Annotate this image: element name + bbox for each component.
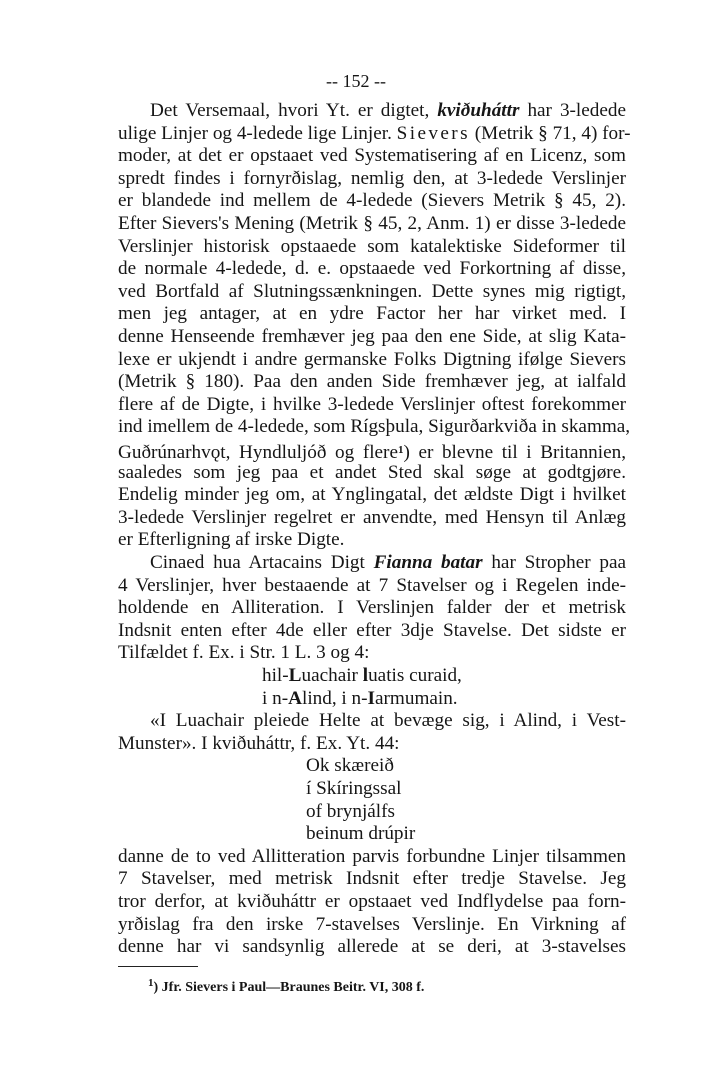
text-line: tror derfor, at kviðuháttr er opstaaet ved Indflydelse paa forn- [118,891,626,912]
text-line: 3-ledede Verslinjer regelret er anvendte, med Hensyn til Anlæg [118,506,626,528]
text-line: 7 Stavelser, med metrisk Indsnit efter tredje Stavelse. Jeg [118,868,626,890]
text-line: «I Luachair pleiede Helte at bevæge sig, i Alind, i Vest- [150,710,626,732]
verse-line: of brynjálfs [306,800,395,822]
text-line: lexe er ukjendt i andre germanske Folks Digtning ifølge Sievers [118,348,626,370]
verse-line: í Skíringssal [306,778,402,799]
text-line: men jeg antager, at en ydre Factor her har virket med. I [118,303,626,325]
text-line: flere af de Digte, i hvilke 3-ledede Verslinjer oftest forekommer [118,393,626,415]
text-line: 4 Verslinjer, hver bestaaende at 7 Stavelser og i Regelen inde- [118,574,626,596]
text-line: moder, at det er opstaaet ved Systematisering af en Licenz, som [118,145,626,167]
text-line: er blandede ind mellem de 4-ledede (Sievers Metrik § 45, 2). [118,190,626,212]
verse-line: Ok skæreið [306,755,394,777]
text-line: ved Bortfald af Slutningssænkningen. Dette synes mig rigtigt, [118,280,626,302]
text-line: ulige Linjer og 4-ledede lige Linjer. Sievers (Metrik § 71, 4) for- [118,122,631,144]
footnote-divider [118,966,198,967]
text-line: Efter Sievers's Mening (Metrik § 45, 2, Anm. 1) er disse 3-ledede [118,213,626,234]
text-line: ind imellem de 4-ledede, som Rígsþula, Sigurðarkviða in skamma, [118,416,631,438]
text-line: denne Henseende fremhæver jeg paa den ene Side, at slig Kata- [118,326,626,347]
text-line: de normale 4-ledede, d. e. opstaaede ved Forkortning af disse, [118,258,626,280]
text-line: Verslinjer historisk opstaaede som katalektiske Sideformer til [118,235,626,257]
text-line: Det Versemaal, hvori Yt. er digtet, kviðuháttr har 3-ledede [150,100,626,121]
text-line: Cinaed hua Artacains Digt Fianna batar har Stropher paa [150,552,627,573]
verse-line: i n-Alind, i n-Iarmumain. [262,687,458,709]
text-line: (Metrik § 180). Paa den anden Side fremhæver jeg, at ialfald [118,371,626,393]
text-line: holdende en Alliteration. I Verslinjen falder der et metrisk [118,597,626,619]
text-line: Tilfældet f. Ex. i Str. 1 L. 3 og 4: [118,642,370,664]
footnote: $^1$) Jfr. Sievers i Paul—Braunes Beitr. VI, 308 f. [148,977,425,996]
text-line: Indsnit enten efter 4de eller efter 3dje Stavelse. Det sidste er [118,619,626,641]
text-line: spredt findes i fornyrðislag, nemlig den, at 3-ledede Verslinjer [118,167,626,189]
footnote-reference[interactable]: 1 [397,444,404,456]
text-line: er Efterligning af irske Digte. [118,529,345,551]
text-line: saaledes som jeg paa et andet Sted skal søge at godtgjøre. [118,461,626,483]
text-line: Guðrúnarhvǫt, Hyndluljóð og flere$^1$) er blevne til i Britannien, [118,442,626,463]
text-line: danne de to ved Allitteration parvis forbundne Linjer tilsammen [118,845,626,867]
page-number: -- 152 -- [326,71,386,91]
verse-line: hil-Luachair luatis curaid, [262,665,462,686]
text-line: Munster». I kviðuháttr, f. Ex. Yt. 44: [118,732,400,754]
verse-line: beinum drúpir [306,823,416,845]
text-line: yrðislag fra den irske 7-stavelses Verslinje. En Virkning af [118,913,626,935]
text-line: denne har vi sandsynlig allerede at se deri, at 3-stavelses [118,936,626,958]
text-line: Endelig minder jeg om, at Ynglingatal, det ældste Digt i hvilket [118,484,626,506]
